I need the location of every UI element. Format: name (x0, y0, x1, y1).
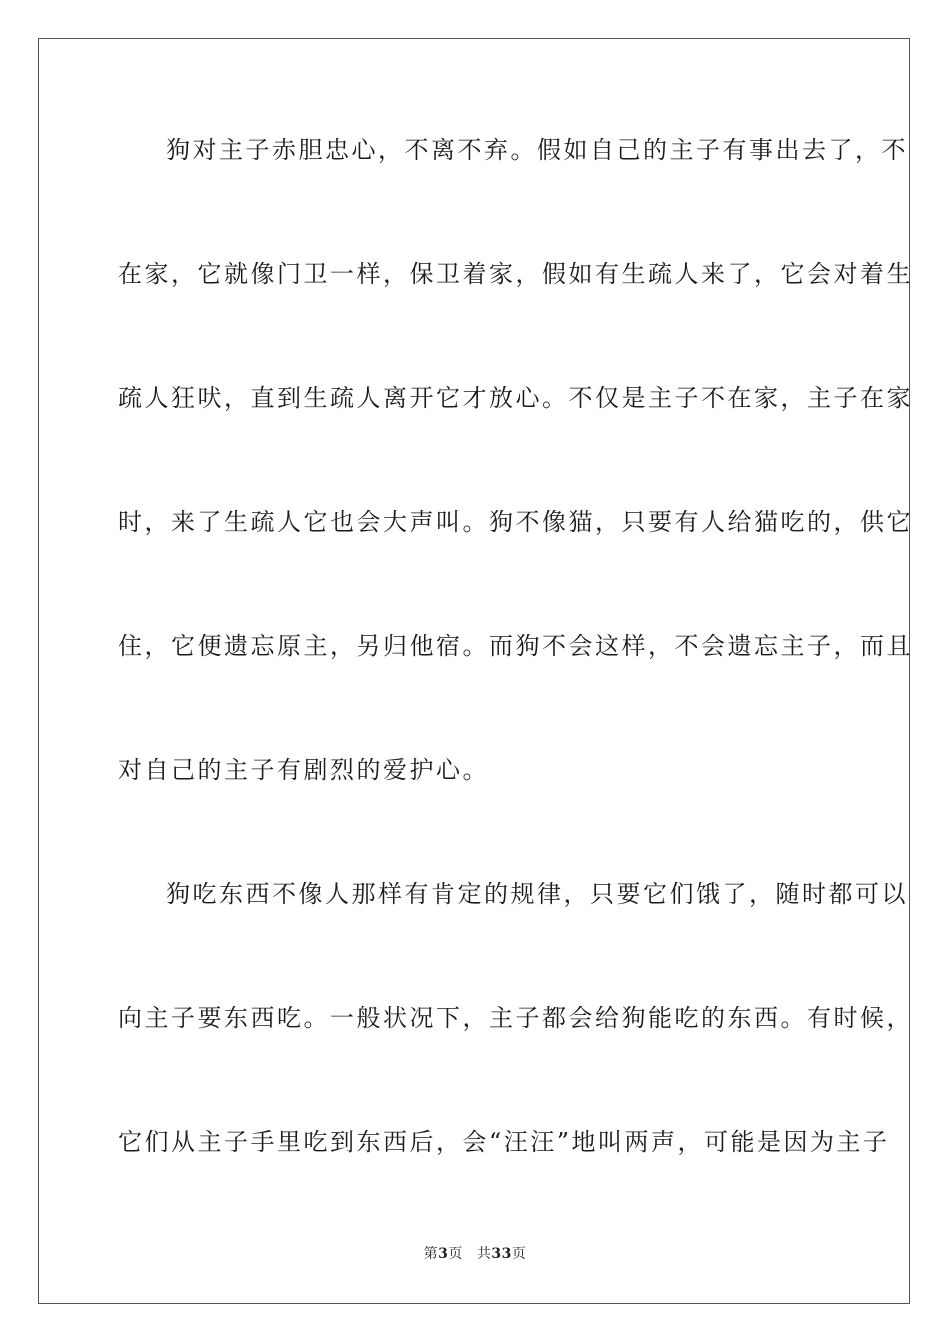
page-prefix: 第 (423, 1246, 439, 1262)
paragraph-2-line-3: 它们从主子手里吃到东西后，会“汪汪”地叫两声，可能是因为主子 (118, 1128, 890, 1156)
paragraph-1-line-1: 狗对主子赤胆忠心，不离不弃。假如自己的主子有事出去了，不 (166, 136, 908, 164)
paragraph-1-line-2: 在家，它就像门卫一样，保卫着家，假如有生疏人来了，它会对着生 (118, 260, 913, 288)
paragraph-1-line-6: 对自己的主子有剧烈的爱护心。 (118, 756, 489, 784)
page-border (38, 38, 913, 1304)
page-number: 3 (438, 1246, 449, 1262)
page-footer (0, 1244, 950, 1264)
paragraph-2-line-2: 向主子要东西吃。一般状况下，主子都会给狗能吃的东西。有时候， (118, 1004, 913, 1032)
total-pages: 33 (491, 1246, 512, 1262)
page-suffix: 页 (448, 1246, 463, 1262)
paragraph-2-line-1: 狗吃东西不像人那样有肯定的规律，只要它们饿了，随时都可以 (166, 880, 908, 908)
total-suffix: 页 (511, 1246, 527, 1262)
paragraph-1-line-5: 住，它便遗忘原主，另归他宿。而狗不会这样，不会遗忘主子，而且 (118, 632, 913, 660)
paragraph-1-line-3: 疏人狂吠，直到生疏人离开它才放心。不仅是主子不在家，主子在家 (118, 384, 913, 412)
paragraph-1-line-4: 时，来了生疏人它也会大声叫。狗不像猫，只要有人给猫吃的，供它 (118, 508, 913, 536)
total-prefix: 共 (476, 1246, 492, 1262)
